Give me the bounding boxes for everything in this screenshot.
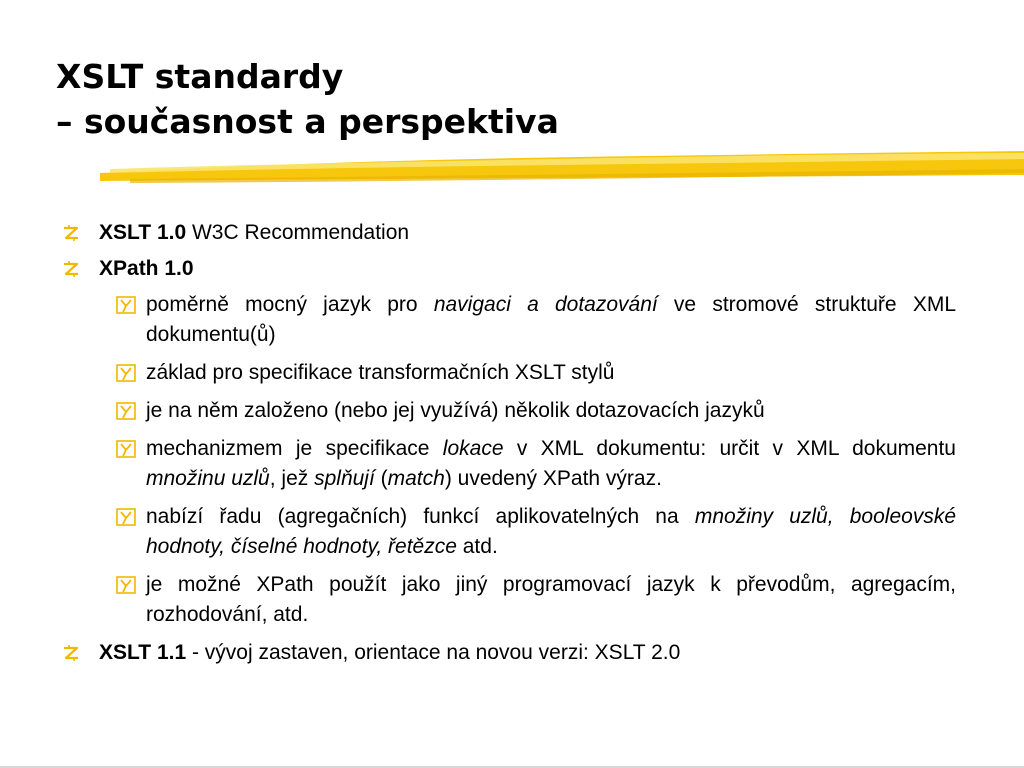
- sub-bullet-functions: [146, 502, 956, 562]
- title-underline-stroke: [100, 143, 1024, 189]
- sub-text: je na něm založeno (nebo jej využívá) několik dotazovacích jazyků: [146, 399, 765, 422]
- sub-text: (: [374, 467, 388, 490]
- checkbox-y-icon: [116, 508, 136, 526]
- checkbox-y-icon: [116, 440, 136, 458]
- sub-text: atd.: [456, 535, 498, 558]
- bullet-xslt11-text: - vývoj zastaven, orientace na novou verzi: XSLT 2.0: [186, 641, 681, 664]
- z-bullet-icon: [62, 645, 80, 661]
- sub-text: je možné XPath použít jako jiný programovací jazyk k převodům, agregacím, rozhodování, atd.: [146, 573, 956, 626]
- sub-text: poměrně mocný jazyk pro: [146, 293, 434, 316]
- sub-text: ) uvedený XPath výraz.: [444, 467, 662, 490]
- sub-text-italic: množinu uzlů: [146, 467, 270, 490]
- checkbox-y-icon: [116, 364, 136, 382]
- sub-text-italic: match: [387, 467, 445, 490]
- sub-text: nabízí řadu (agregačních) funkcí aplikovatelných na: [146, 505, 695, 528]
- bullet-list: [60, 218, 960, 674]
- sub-bullet-query-languages: [146, 396, 956, 426]
- checkbox-y-icon: [116, 402, 136, 420]
- z-bullet-icon: [62, 261, 80, 277]
- z-bullet-icon: [62, 225, 80, 241]
- sub-text-italic: splňují: [314, 467, 375, 490]
- slide-title: [56, 54, 956, 144]
- bullet-xslt10-bold: XSLT 1.0: [99, 221, 187, 244]
- sub-bullet-base: [146, 358, 956, 388]
- bullet-xpath10-bold: XPath 1.0: [99, 257, 194, 280]
- bullet-xslt11-bold: XSLT 1.1: [99, 641, 187, 664]
- bullet-xslt10-text: W3C Recommendation: [186, 221, 410, 244]
- bullet-xslt10: [60, 218, 960, 248]
- bullet-xpath10: [60, 254, 960, 284]
- sub-text-italic: navigaci a dotazování: [433, 293, 658, 316]
- bullet-xslt11: [60, 638, 960, 668]
- sub-text: mechanizmem je specifikace: [146, 437, 443, 460]
- title-line-1: XSLT standardy: [56, 57, 344, 96]
- sub-text: základ pro specifikace transformačních XSLT stylů: [146, 361, 615, 384]
- sub-text: ve stromové struktuře XML dokumentu(ů): [146, 293, 956, 346]
- checkbox-y-icon: [116, 296, 136, 314]
- title-line-2: – současnost a perspektiva: [56, 102, 559, 141]
- sub-text: , jež: [269, 467, 315, 490]
- checkbox-y-icon: [116, 576, 136, 594]
- sub-bullet-navigation: [146, 290, 956, 350]
- sub-text-italic: množiny uzlů, booleovské hodnoty, číselné hodnoty, řetězce: [146, 505, 956, 558]
- sub-bullet-location: [146, 434, 956, 494]
- sub-text: v XML dokumentu: určit v XML dokumentu: [503, 437, 956, 460]
- sub-bullet-programming: [146, 570, 956, 630]
- sub-text-italic: lokace: [442, 437, 504, 460]
